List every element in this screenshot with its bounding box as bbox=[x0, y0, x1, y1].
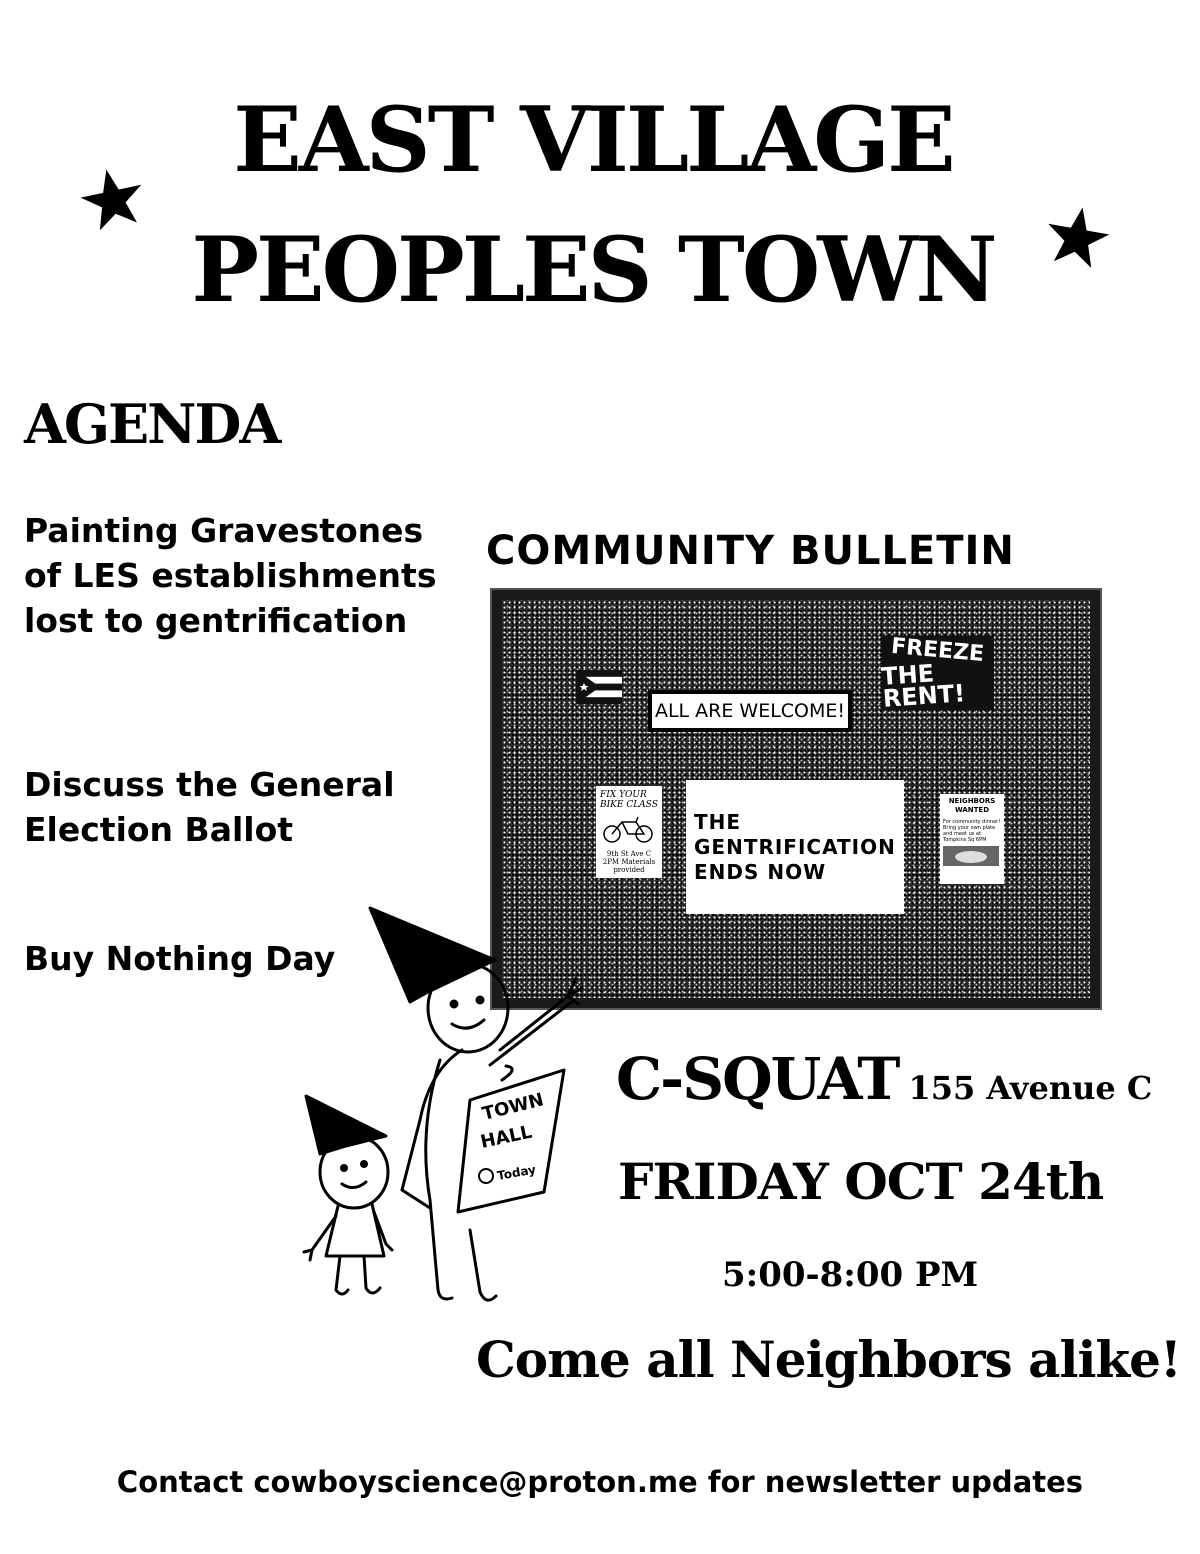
note-neighbors-wanted bbox=[940, 794, 1004, 884]
note-all-are-welcome: ALL ARE WELCOME! bbox=[648, 690, 852, 732]
bicycle-icon bbox=[600, 814, 656, 844]
sign-line-3: Today bbox=[496, 1162, 537, 1183]
star-icon-right bbox=[1042, 204, 1112, 274]
agenda-item-ballot: Discuss the General Election Ballot bbox=[24, 765, 395, 849]
freeze-line-1: FREEZE bbox=[890, 633, 986, 668]
agenda-heading: AGENDA bbox=[24, 392, 280, 456]
note-freeze-the-rent bbox=[880, 633, 994, 713]
dinner-plate-icon bbox=[943, 846, 999, 866]
agenda-item-painting: Painting Gravestones of LES establishments lost to gentrification bbox=[24, 511, 437, 640]
bike-note-footer: 9th St Ave C 2PM Materials provided bbox=[602, 850, 656, 874]
star-icon-left bbox=[78, 166, 148, 236]
sign-line-1: TOWN bbox=[480, 1089, 546, 1125]
title-line-1: EAST VILLAGE bbox=[233, 87, 953, 193]
venue-address: 155 Avenue C bbox=[908, 1069, 1153, 1107]
neighbors-note-title: NEIGHBORS WANTED bbox=[948, 797, 996, 814]
event-date: FRIDAY OCT 24th bbox=[618, 1152, 1104, 1211]
note-fix-your-bike bbox=[596, 786, 662, 878]
note-gentrification-ends: THE GENTRIFICATION ENDS NOW bbox=[686, 780, 904, 914]
venue-name: C-SQUAT bbox=[616, 1045, 899, 1113]
freeze-line-2: THE RENT! bbox=[880, 659, 966, 713]
puerto-rico-flag-icon bbox=[576, 670, 622, 704]
venue bbox=[616, 1045, 1152, 1113]
tagline: Come all Neighbors alike! bbox=[476, 1330, 1181, 1389]
agenda-item-buy-nothing: Buy Nothing Day bbox=[24, 939, 336, 978]
bike-note-title: FIX YOUR BIKE CLASS bbox=[600, 790, 658, 810]
bulletin-title: COMMUNITY BULLETIN bbox=[486, 528, 1015, 574]
contact-line: Contact cowboyscience@proton.me for newsletter updates bbox=[116, 1465, 1084, 1499]
sign-line-2: HALL bbox=[478, 1121, 534, 1153]
town-hall-characters-drawing bbox=[290, 900, 620, 1340]
neighbors-note-body: For community dinner! Bring your own plate and meet us at Tompkins Sq 6PM bbox=[943, 819, 1001, 843]
event-time: 5:00-8:00 PM bbox=[722, 1255, 979, 1295]
title-line-2: PEOPLES TOWN bbox=[191, 217, 995, 323]
